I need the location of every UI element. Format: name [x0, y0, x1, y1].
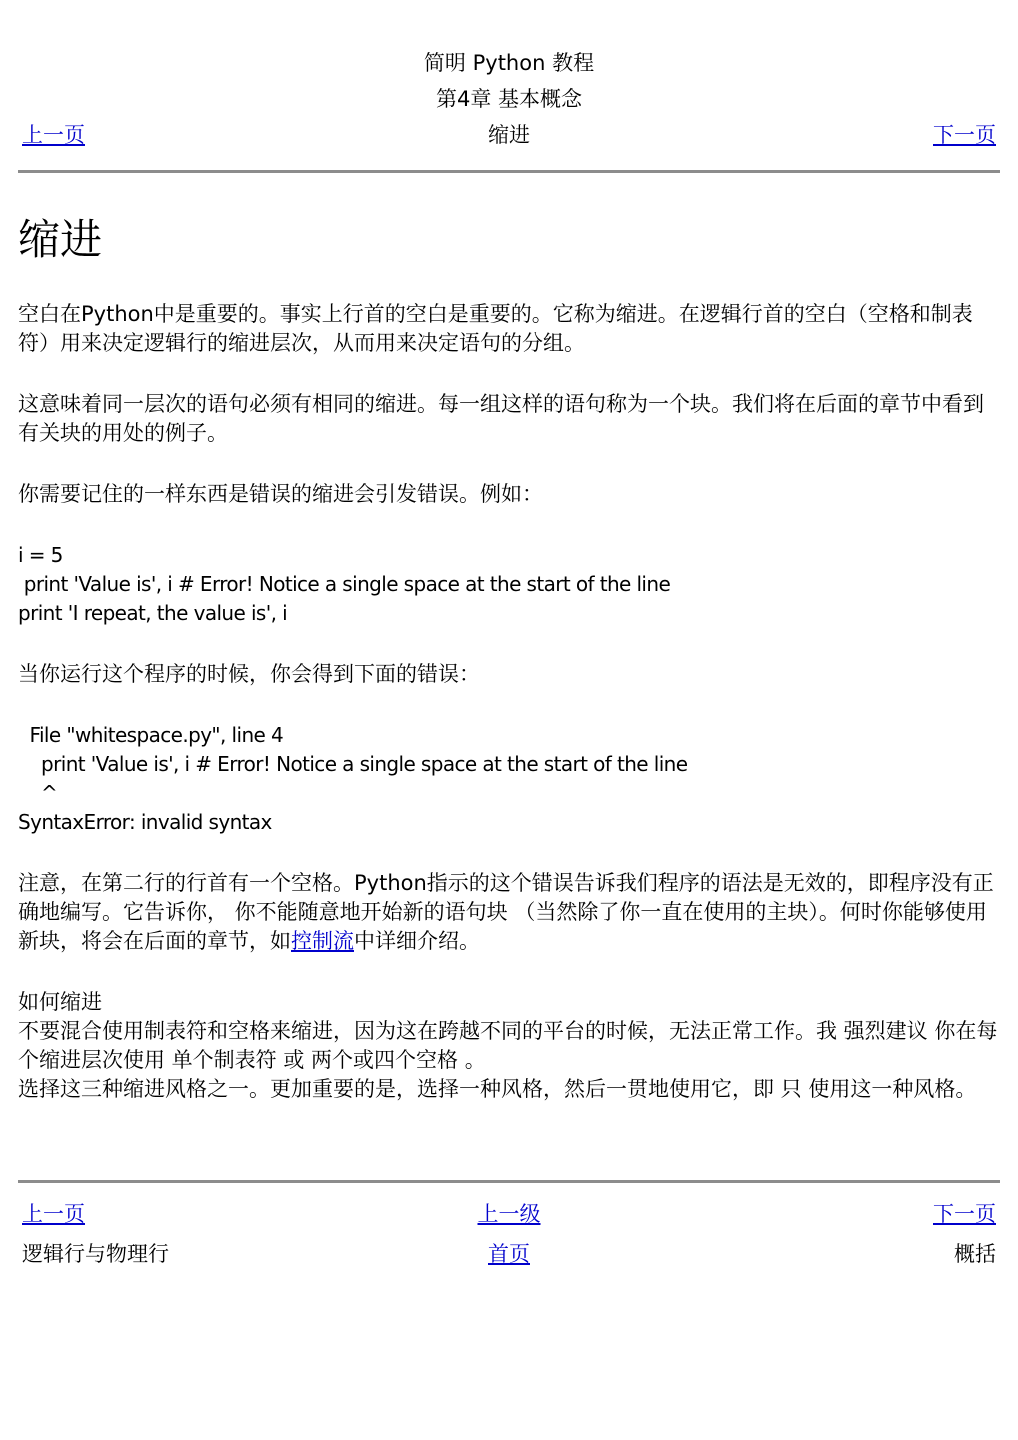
- main-content: [18, 212, 1003, 1104]
- error-output: File "whitespace.py", line 4 print 'Value is', i # Error! Notice a single space at the start of the line ^ SyntaxError: invalid syntax: [18, 723, 688, 834]
- chapter-title: 第4章 基本概念: [435, 87, 583, 111]
- explanation-text: 注意，在第二行的行首有一个空格。Python指示的这个错误告诉我们程序的语法是无效的，即程序没有正确地编写。它告诉你， 你不能随意地开始新的语句块 （当然除了你一直在使用的主块）。何时你能够使用新块，将会在后面的章节，如: [18, 871, 994, 953]
- footer-title-row: [18, 1236, 1000, 1276]
- explanation-tail: 中详细介绍。: [354, 929, 480, 953]
- footer-next-link[interactable]: 下一页: [933, 1202, 996, 1226]
- header-prev-link[interactable]: 上一页: [22, 123, 85, 147]
- footer-up-link[interactable]: 上一级: [477, 1202, 541, 1226]
- code-example: i = 5 print 'Value is', i # Error! Notice a single space at the start of the line print 'I repeat, the value is', i: [18, 543, 671, 625]
- footer-prev-title: 逻辑行与物理行: [22, 1242, 169, 1266]
- tip-line-1: 不要混合使用制表符和空格来缩进，因为这在跨越不同的平台的时候，无法正常工作。我 强烈建议 你在每个缩进层次使用 单个制表符 或 两个或四个空格 。: [18, 1019, 998, 1072]
- header-divider: [18, 170, 1000, 173]
- footer-home-link[interactable]: 首页: [488, 1242, 530, 1266]
- footer-divider: [18, 1180, 1000, 1183]
- page-footer: [18, 1196, 1000, 1276]
- page-heading: 缩进: [18, 215, 103, 264]
- control-flow-link[interactable]: 控制流: [291, 929, 354, 953]
- paragraph-explanation: [18, 869, 1003, 956]
- book-title: 简明 Python 教程: [423, 51, 595, 75]
- header-nav: [18, 117, 1000, 153]
- footer-prev-link[interactable]: 上一页: [22, 1202, 85, 1226]
- tip-title: 如何缩进: [18, 990, 102, 1014]
- tip-box: [18, 988, 1003, 1104]
- paragraph-block: 这意味着同一层次的语句必须有相同的缩进。每一组这样的语句称为一个块。我们将在后面的章节中看到有关块的用处的例子。: [18, 392, 984, 445]
- tip-line-2: 选择这三种缩进风格之一。更加重要的是，选择一种风格，然后一贯地使用它，即 只 使用这一种风格。: [18, 1077, 977, 1101]
- paragraph-error-intro: 你需要记住的一样东西是错误的缩进会引发错误。例如：: [18, 482, 543, 506]
- section-title: 缩进: [488, 123, 530, 147]
- footer-nav-row: [18, 1196, 1000, 1236]
- footer-next-title: 概括: [954, 1242, 996, 1266]
- paragraph-run-intro: 当你运行这个程序的时候，你会得到下面的错误：: [18, 662, 480, 686]
- paragraph-whitespace: 空白在Python中是重要的。事实上行首的空白是重要的。它称为缩进。在逻辑行首的空白（空格和制表符）用来决定逻辑行的缩进层次，从而用来决定语句的分组。: [18, 302, 973, 355]
- header-next-link[interactable]: 下一页: [933, 123, 996, 147]
- page-header: [18, 45, 1000, 153]
